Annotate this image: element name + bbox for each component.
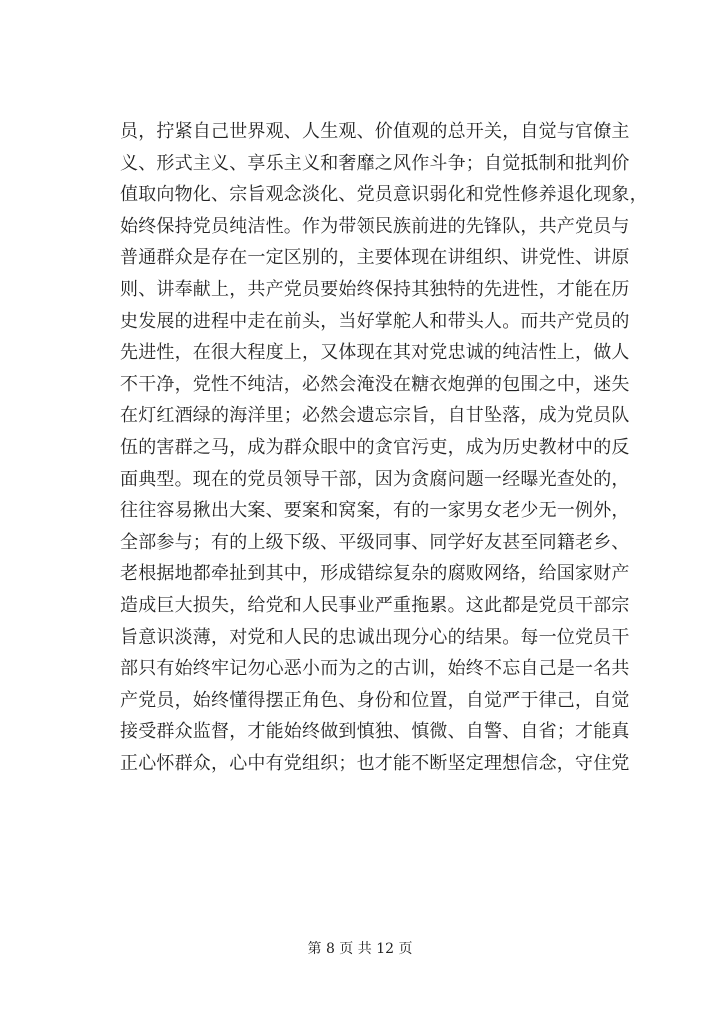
text-line: 旨意识淡薄，对党和人民的忠诚出现分心的结果。每一位党员干 xyxy=(120,626,630,648)
text-line: 伍的害群之马，成为群众眼中的贪官污吏，成为历史教材中的反 xyxy=(120,436,630,458)
text-line: 不干净，党性不纯洁，必然会淹没在糖衣炮弹的包围之中，迷失 xyxy=(120,373,630,395)
text-line: 老根据地都牵扯到其中，形成错综复杂的腐败网络，给国家财产 xyxy=(120,563,630,585)
text-line: 部只有始终牢记勿心恶小而为之的古训，始终不忘自己是一名共 xyxy=(120,658,630,680)
page-number-footer: 第 8 页 共 12 页 xyxy=(307,941,413,957)
text-line: 产党员，始终懂得摆正角色、身份和位置，自觉严于律己，自觉 xyxy=(120,689,630,711)
text-line: 接受群众监督，才能始终做到慎独、慎微、自警、自省；才能真 xyxy=(120,721,630,743)
text-line: 往往容易揪出大案、要案和窝案，有的一家男女老少无一例外， xyxy=(120,500,630,522)
text-line: 义、形式主义、享乐主义和奢靡之风作斗争；自觉抵制和批判价 xyxy=(120,152,630,174)
text-line: 先进性，在很大程度上，又体现在其对党忠诚的纯洁性上，做人 xyxy=(120,342,630,364)
text-line: 员，拧紧自己世界观、人生观、价值观的总开关，自觉与官僚主 xyxy=(120,121,630,142)
text-line: 全部参与；有的上级下级、平级同事、同学好友甚至同籍老乡、 xyxy=(120,531,630,553)
text-line: 造成巨大损失，给党和人民事业严重拖累。这此都是党员干部宗 xyxy=(120,594,630,616)
text-line: 史发展的进程中走在前头，当好掌舵人和带头人。而共产党员的 xyxy=(120,310,630,332)
text-line: 则、讲奉献上，共产党员要始终保持其独特的先进性，才能在历 xyxy=(120,278,630,300)
text-line: 普通群众是存在一定区别的，主要体现在讲组织、讲党性、讲原 xyxy=(120,247,630,269)
text-line: 值取向物化、宗旨观念淡化、党员意识弱化和党性修养退化现象， xyxy=(120,184,648,206)
text-line: 面典型。现在的党员领导干部，因为贪腐问题一经曝光查处的， xyxy=(120,468,630,490)
text-line: 正心怀群众，心中有党组织；也才能不断坚定理想信念，守住党 xyxy=(120,752,630,774)
body-text xyxy=(120,116,648,779)
text-line: 始终保持党员纯洁性。作为带领民族前进的先锋队，共产党员与 xyxy=(120,215,630,237)
text-line: 在灯红酒绿的海洋里；必然会遗忘宗旨，自甘坠落，成为党员队 xyxy=(120,405,630,427)
